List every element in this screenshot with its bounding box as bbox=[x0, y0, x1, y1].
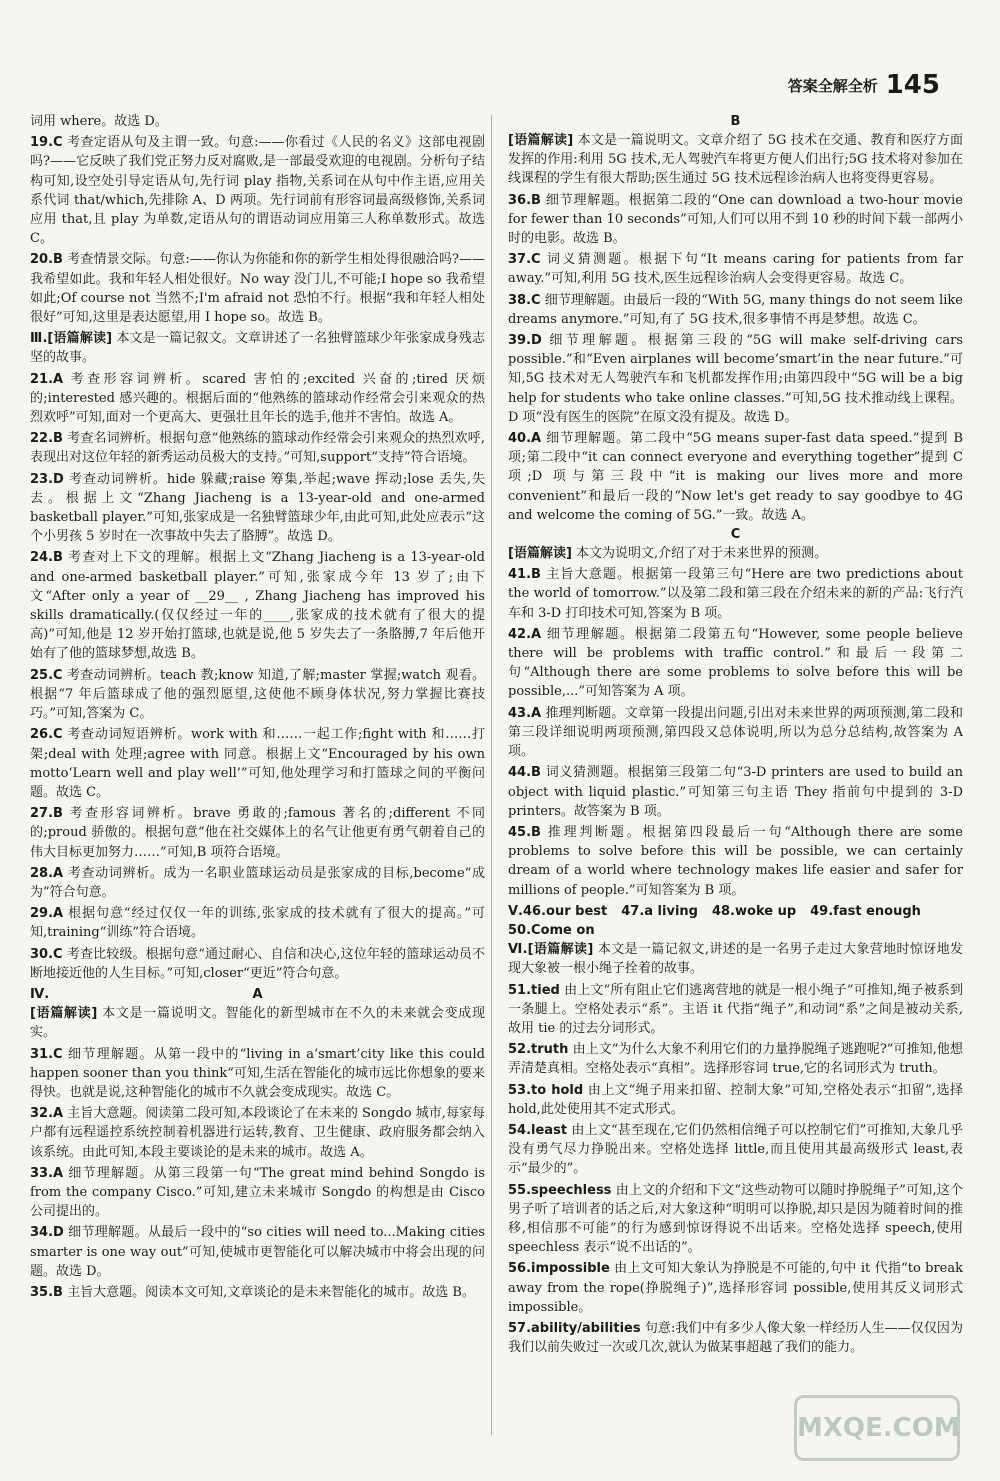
answer-text: 由上文“为什么大象不利用它们的力量挣脱绳子逃跑呢?”可推知,他想弄清楚真相。空格处表示“真相”。选择形容词 true,它的名词形式为 truth。 bbox=[508, 1042, 963, 1077]
answer-row bbox=[508, 902, 963, 921]
answer-number: 52.truth bbox=[508, 1042, 569, 1058]
answer-item: 49.fast enough bbox=[810, 903, 921, 919]
answer-text: 由上文“所有阻止它们逃离营地的就是一根小绳子”可推知,绳子被系到一条腿上。空格处表示“系”。主语 it 代指“绳子”,和动词“系”之间是被动关系,故用 tie 的过去分词形式。 bbox=[508, 982, 963, 1036]
answer-number: 32.A bbox=[30, 1106, 64, 1122]
answer-number: 30.C bbox=[30, 946, 63, 962]
answer-item bbox=[30, 429, 485, 467]
answer-number: 56.impossible bbox=[508, 1261, 610, 1277]
section-tag: [语篇解读] bbox=[30, 1006, 98, 1022]
section-tag: [语篇解读] bbox=[508, 133, 574, 148]
answer-item bbox=[508, 625, 963, 702]
answer-item bbox=[30, 904, 485, 942]
answer-number: 36.B bbox=[508, 192, 541, 208]
left-column bbox=[30, 112, 485, 1304]
answer-number: 21.A bbox=[30, 371, 64, 387]
answer-text: 考查动词辨析。hide 躲藏;raise 筹集,举起;wave 挥动;lose 丢失,失去。根据上文“Zhang Jiacheng is a 13-year-old and one-armed basketball player.”可知,张家成是一名独臂篮球少年,由此可知,此处应表示“这个小男孩 5 岁时在一次事故中失去了胳膊”。故选 D。 bbox=[30, 471, 485, 545]
answer-text: 由上文“甚至现在,它们仍然相信绳子可以控制它们”可推知,大象几乎没有勇气尽力挣脱出来。空格处选择 little,而且使用其最高级形式 least,表示“最少的”。 bbox=[508, 1122, 963, 1177]
answer-number: 40.A bbox=[508, 431, 542, 447]
answer-text: 考查比较级。根据句意“通过耐心、自信和决心,这位年轻的篮球运动员不断地接近他的人生目标。”可知,closer“更近”符合句意。 bbox=[30, 946, 486, 981]
answer-item: 50.Come on bbox=[508, 922, 595, 938]
answer-item bbox=[30, 470, 485, 547]
answer-text: 考查名词辨析。根据句意“他熟练的篮球动作经常会引来观众的热烈欢呼,表现出对这位年轻的新秀运动员极大的支持。”可知,support“支持”符合语境。 bbox=[30, 431, 485, 466]
answer-text: 考查定语从句及主谓一致。句意:——你看过《人民的名义》这部电视剧吗?——它反映了我们党正努力反对腐败,是一部最受欢迎的电视剧。分析句子结构可知,设空处引导定语从句,先行词 play 指物,关系词在从句中作主语,应用关系代词 that/which,先排除 A、D 两项。先行词前有形容词最高级修饰,关系词应用 that,且 play 为单数,定语从句的谓语动词应用第三人称单数形式。故选 C。 bbox=[30, 135, 485, 247]
answer-number: 24.B bbox=[30, 550, 63, 566]
answer-item bbox=[508, 1081, 963, 1119]
answer-item bbox=[508, 704, 963, 762]
answer-item bbox=[30, 864, 485, 902]
passage-summary bbox=[30, 1004, 485, 1042]
section-label: A bbox=[252, 986, 263, 1002]
answer-text: 句意:我们中有多少人像大象一样经历人生——仅仅因为我们以前失败过一次或几次,就认为做某事超越了我们的能力。 bbox=[508, 1320, 963, 1356]
answer-item bbox=[508, 1121, 963, 1179]
answer-number: 33.A bbox=[30, 1165, 64, 1181]
answer-item bbox=[30, 804, 485, 862]
answer-item bbox=[30, 1104, 485, 1162]
answer-text: 主旨大意题。根据第一段第三句“Here are two predictions about the world of tomorrow.”以及第二段和第三段在介绍未来的新的产品:飞行汽车和 3-D 打印技术可知,答案为 B 项。 bbox=[508, 567, 963, 621]
text-line bbox=[30, 112, 485, 131]
answer-text: 细节理解题。根据第二段的“One can download a two-hour movie for fewer than 10 seconds”可知,人们可以用不到 10 秒的时间下载一部两小时的电影。故选 B。 bbox=[508, 192, 963, 247]
column-divider bbox=[491, 115, 492, 1435]
answer-text: 本文为说明文,介绍了对于未来世界的预测。 bbox=[576, 546, 828, 562]
answer-number: 45.B bbox=[508, 824, 541, 840]
answer-item: 47.a living bbox=[621, 903, 698, 919]
answer-item bbox=[508, 331, 963, 427]
answer-text: 考查动词辨析。teach 教;know 知道,了解;master 掌握;watch 观看。根据“7 年后篮球成了他的强烈愿望,这使他不顾身体状况,努力掌握比赛技巧。”可知,答案为 C。 bbox=[30, 667, 485, 722]
answer-number: 53.to hold bbox=[508, 1082, 584, 1098]
answer-text: 考查对上下文的理解。根据上文“Zhang Jiacheng is a 13-year-old and one-armed basketball player.”可知,张家成今年 13 岁了;由下文“After only a year of __29__ , Zhang Jiacheng has improved his skills dramatically.(仅仅经过一年的____,张家成的技术就有了很大的提高)”可知,他是 12 岁开始打篮球,也就是说,他 5 岁失去了一条胳膊,7 年后他开始有了他的篮球梦想,故选 B。 bbox=[30, 550, 485, 662]
section-label: B bbox=[730, 114, 741, 129]
answer-text: 本文是一篇说明文。智能化的新型城市在不久的未来就会变成现实。 bbox=[30, 1006, 485, 1041]
answer-item bbox=[30, 1164, 485, 1222]
answer-item bbox=[508, 823, 963, 900]
answer-text: 考查形容词辨析。brave 勇敢的;famous 著名的;different 不同的;proud 骄傲的。根据句意“他在社交媒体上的名气让他更有勇气朝着自己的伟大目标更加努力……”可知,B 项符合语境。 bbox=[30, 806, 485, 860]
answer-text: 细节理解题。由最后一段的“With 5G, many things do not seem like dreams anymore.”可知,有了 5G 技术,很多事情不再是梦想。故选 C。 bbox=[508, 292, 963, 327]
answer-text: 由上文的介绍和下文“这些动物可以随时挣脱绳子”可知,这个男子听了培训者的话之后,对大象这种“明明可以挣脱,却只是因为随着时间的推移,相信那不可能”的行为感到惊讶得说不出话来。空格处选择 speech,使用 speechless 表示“说不出话的”。 bbox=[508, 1182, 963, 1256]
answer-number: 27.B bbox=[30, 806, 63, 822]
answer-number: 37.C bbox=[508, 252, 541, 268]
answer-number: 25.C bbox=[30, 667, 63, 683]
answer-number: 41.B bbox=[508, 567, 541, 583]
watermark-logo: MXQE.COM bbox=[794, 1395, 960, 1461]
answer-item bbox=[30, 1223, 485, 1281]
answer-text: 本文是一篇说明文。文章介绍了 5G 技术在交通、教育和医疗方面发挥的作用:利用 5G 技术,无人驾驶汽车将更方便人们出行;5G 技术将对参加在线课程的学生有很大帮助;医生通过 5G 技术远程诊治病人也将变得更容易。 bbox=[508, 133, 963, 187]
answer-text: 本文是一篇记叙文。文章讲述了一名独臂篮球少年张家成身残志坚的故事。 bbox=[30, 331, 485, 366]
answer-number: 38.C bbox=[508, 292, 541, 308]
answer-text: 细节理解题。从第一段中的“living in a‘smart’city like this could happen sooner than you think”可知,生活在智能化的城市远比你想象的要来得快。也就是说,这种智能化的城市不久就会变成现实。故选 C。 bbox=[30, 1046, 486, 1100]
answer-number: 42.A bbox=[508, 626, 542, 642]
page-header bbox=[788, 70, 940, 100]
answer-text: 考查情景交际。句意:——你认为你能和你的新学生相处得很融洽吗?——我希望如此。我和年轻人相处很好。No way 没门儿,不可能;I hope so 我希望如此;Of course not 当然不;I'm afraid not 恐怕不行。根据“我和年轻人相处很好”可知,这里是表达愿望,用 I hope so。故选 B。 bbox=[30, 252, 485, 326]
answer-item bbox=[30, 945, 485, 983]
passage-summary bbox=[30, 329, 485, 367]
answer-text: 词义猜测题。根据下句“It means caring for patients from far away.”可知,利用 5G 技术,医生远程诊治病人会变得更容易。故选 C。 bbox=[508, 252, 963, 287]
answer-text: 考查动词短语辨析。work with 和……一起工作;fight with 和……打架;deal with 处理;agree with 同意。根据上文“Encouraged by his own motto‘Learn well and play well’”可知,他处理学习和打篮球之间的平衡问题。故选 C。 bbox=[30, 727, 485, 800]
right-column bbox=[508, 112, 963, 1359]
answer-number: 28.A bbox=[30, 865, 64, 881]
answer-item bbox=[508, 429, 963, 525]
answer-item bbox=[508, 565, 963, 623]
page-number: 145 bbox=[885, 70, 940, 100]
answer-item: Ⅴ.46.our best bbox=[508, 903, 608, 919]
answer-item bbox=[508, 1319, 963, 1357]
answer-item bbox=[30, 666, 485, 724]
section-tag: Ⅲ.[语篇解读] bbox=[30, 331, 113, 347]
answer-text: 细节理解题。第二段中“5G means super-fast data speed.”提到 B 项;第二段中“it can connect everyone and everything together”提到 C 项;D 项与第三段中“it is making our lives more and more convenient”和最后一段的“Now let's get ready to say goodbye to 4G and welcome the coming of 5G.”一致。故选 A。 bbox=[508, 431, 963, 523]
section-tag: Ⅵ.[语篇解读] bbox=[508, 942, 594, 958]
answer-number: 20.B bbox=[30, 252, 63, 268]
answer-text: 主旨大意题。阅读本文可知,文章谈论的是未来智能化的城市。故选 B。 bbox=[67, 1284, 475, 1300]
answer-item: 48.woke up bbox=[711, 903, 797, 919]
answer-text: 考查形容词辨析。scared 害怕的;excited 兴奋的;tired 厌烦的;interested 感兴趣的。根据后面的“他熟练的篮球动作经常会引来观众的热烈欢呼”可知,面对一个更高大、更强壮且年长的选手,他并不害怕。故选 A。 bbox=[30, 371, 485, 426]
answer-item bbox=[30, 250, 485, 327]
answer-number: 19.C bbox=[30, 135, 63, 151]
section-row bbox=[30, 985, 485, 1004]
answer-text: 细节理解题。根据第二段第五句“However, some people believe there will be problems with traffic control.”和最后一段第二句“Although there are some problems to solve before this will be possible,...”可知答案为 A 项。 bbox=[508, 626, 963, 700]
answer-number: 51.tied bbox=[508, 982, 560, 998]
answer-row bbox=[508, 921, 963, 940]
answer-text: 主旨大意题。阅读第二段可知,本段谈论了在未来的 Songdo 城市,每家每户都有远程遥控系统控制着机器进行运转,教育、卫生健康、政府服务都会纳入该系统。由此可知,本段主要谈论的是未来的城市。故选 A。 bbox=[30, 1106, 485, 1160]
answer-item bbox=[30, 133, 485, 248]
answer-text: 根据句意“经过仅仅一年的训练,张家成的技术就有了很大的提高。”可知,training“训练”符合语境。 bbox=[30, 906, 485, 941]
answer-item bbox=[508, 1040, 963, 1078]
answer-text: 由上文“绳子用来扣留、控制大象”可知,空格处表示“扣留”,选择 hold,此处使用其不定式形式。 bbox=[508, 1082, 963, 1117]
answer-item bbox=[30, 548, 485, 663]
answer-number: 54.least bbox=[508, 1122, 568, 1138]
answer-text: 由上文可知大象认为挣脱是不可能的,句中 it 代指“to break away from the rope(挣脱绳子)”,选择形容词 possible,使用其反义词形式 impossible。 bbox=[508, 1261, 963, 1315]
answer-item bbox=[508, 1259, 963, 1317]
answer-number: 44.B bbox=[508, 765, 541, 781]
answer-number: 35.B bbox=[30, 1284, 63, 1300]
answer-item bbox=[508, 291, 963, 329]
answer-number: 22.B bbox=[30, 431, 63, 447]
answer-text: 考查动词辨析。成为一名职业篮球运动员是张家成的目标,become“成为”符合句意。 bbox=[30, 865, 485, 900]
answer-number: 34.D bbox=[30, 1225, 64, 1241]
answer-text: 细节理解题。根据第三段的“5G will make self-driving cars possible.”和“Even airplanes will become‘smart’in the near future.”可知,5G 技术对无人驾驶汽车和飞机都发挥作用;由第四段中“5G will be a big help for students who take online classes.”可知,5G 技术推动线上课程。D 项“没有医生的医院”在原文没有提及。故选 D。 bbox=[508, 333, 963, 425]
passage-summary bbox=[508, 940, 963, 978]
answer-number: 23.D bbox=[30, 471, 64, 487]
answer-item bbox=[30, 370, 485, 428]
passage-summary bbox=[508, 544, 963, 563]
answer-number: 43.A bbox=[508, 705, 542, 721]
section-tag: [语篇解读] bbox=[508, 546, 572, 562]
answer-item bbox=[508, 191, 963, 249]
section-numeral: Ⅳ. bbox=[30, 986, 50, 1002]
answer-item bbox=[508, 763, 963, 821]
answer-number: 31.C bbox=[30, 1046, 63, 1062]
answer-text: 词用 where。故选 D。 bbox=[30, 114, 168, 129]
answer-item bbox=[508, 981, 963, 1039]
answer-number: 55.speechless bbox=[508, 1182, 612, 1198]
answer-item bbox=[508, 1181, 963, 1258]
answer-text: 细节理解题。从第三段第一句“The great mind behind Songdo is from the company Cisco.”可知,建立未来城市 Songdo 的构想是由 Cisco 公司提出的。 bbox=[30, 1165, 485, 1220]
answer-text: 细节理解题。从最后一段中的“so cities will need to...Making cities smarter is one way out”可知,使城市更智能化可以解决城市中将会出现的问题。故选 D。 bbox=[30, 1225, 485, 1279]
answer-text: 本文是一篇记叙文,讲述的是一名男子走过大象营地时惊讶地发现大象被一根小绳子拴着的故事。 bbox=[508, 942, 963, 977]
answer-item bbox=[30, 725, 485, 802]
answer-number: 26.C bbox=[30, 727, 63, 743]
answer-text: 推理判断题。根据第四段最后一句“Although there are some problems to solve before this will be possible, we can certainly dream of a world where technology makes life easier and safer for millions of people.”可知答案为 B 项。 bbox=[508, 824, 963, 898]
answer-number: 29.A bbox=[30, 906, 64, 922]
answer-text: 推理判断题。文章第一段提出问题,引出对未来世界的两项预测,第二段和第三段详细说明两项预测,第四段又总体说明,所以为总分总结构,故答案为 A 项。 bbox=[508, 705, 964, 760]
answer-number: 57.ability/abilities bbox=[508, 1320, 641, 1336]
answer-item bbox=[30, 1045, 485, 1103]
answer-item bbox=[30, 1283, 485, 1302]
answer-text: 词义猜测题。根据第三段第二句“3-D printers are used to build an object with liquid plastic.”可知第三句主语 They 指前句中提到的 3-D printers。故答案为 B 项。 bbox=[508, 765, 963, 819]
answer-number: 39.D bbox=[508, 333, 542, 349]
passage-summary bbox=[508, 131, 963, 189]
section-label: C bbox=[730, 527, 741, 543]
header-title: 答案全解全析 bbox=[787, 76, 878, 95]
answer-item bbox=[508, 250, 963, 288]
